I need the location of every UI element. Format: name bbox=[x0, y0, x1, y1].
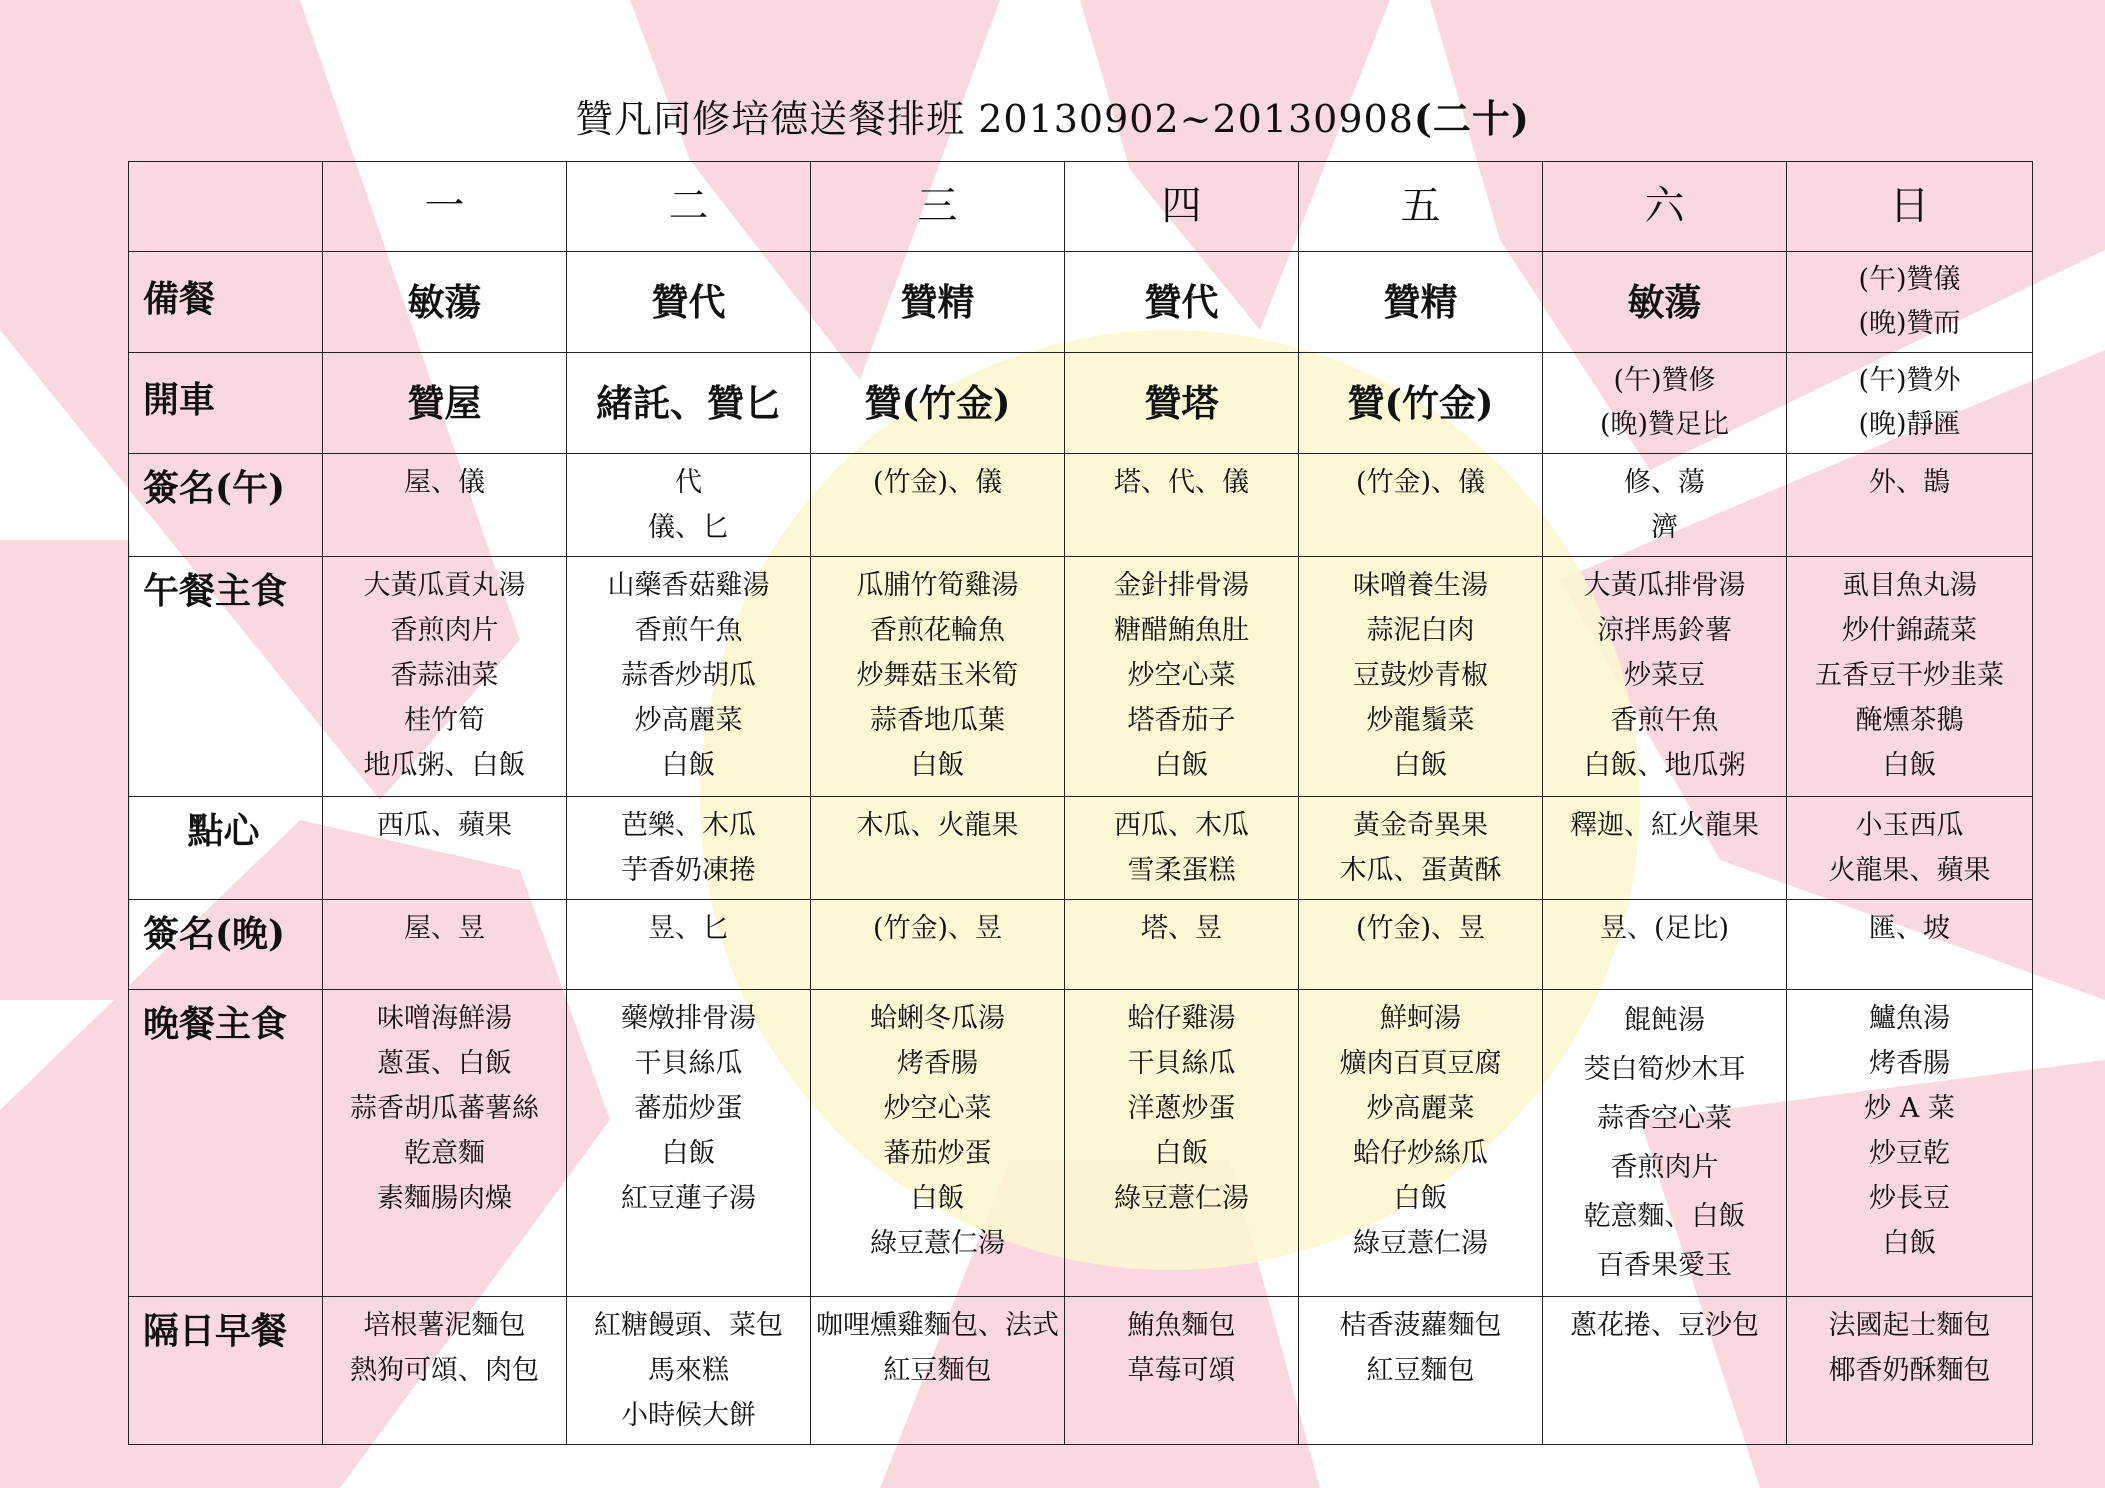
schedule-cell bbox=[323, 557, 567, 797]
title-text: 贊凡同修培德送餐排班 20130902~20130908 bbox=[575, 97, 1414, 141]
cell-line: 紅豆麵包 bbox=[1366, 1355, 1475, 1386]
schedule-cell bbox=[1065, 252, 1299, 353]
cell-line: 屋、昱 bbox=[404, 913, 485, 944]
row-label: 備餐 bbox=[129, 252, 323, 353]
schedule-cell bbox=[1299, 900, 1543, 990]
schedule-cell bbox=[323, 797, 567, 900]
schedule-row bbox=[129, 454, 2033, 557]
cell-line: 蛤仔雞湯 bbox=[1127, 1003, 1236, 1034]
cell-line: (竹金)、儀 bbox=[1355, 467, 1486, 498]
cell-line: (午)贊外 bbox=[1858, 365, 1961, 396]
day-header: 六 bbox=[1543, 162, 1787, 252]
cell-line: 香煎午魚 bbox=[1610, 705, 1719, 736]
schedule-cell bbox=[1299, 990, 1543, 1297]
cell-line: 贊代 bbox=[651, 279, 726, 324]
cell-line: 百香果愛玉 bbox=[1597, 1250, 1732, 1281]
cell-line: 火龍果、蘋果 bbox=[1828, 855, 1991, 886]
row-label: 午餐主食 bbox=[129, 557, 323, 797]
cell-line: 金針排骨湯 bbox=[1114, 570, 1249, 601]
cell-line: 瓜脯竹筍雞湯 bbox=[856, 570, 1019, 601]
cell-line: 鮮蚵湯 bbox=[1380, 1003, 1461, 1034]
schedule-cell bbox=[1065, 454, 1299, 557]
schedule-cell bbox=[1543, 1297, 1787, 1445]
cell-line: 敏蕩 bbox=[407, 279, 482, 324]
cell-line: 蔥花捲、豆沙包 bbox=[1570, 1310, 1759, 1341]
row-label: 開車 bbox=[129, 353, 323, 454]
cell-line: 西瓜、蘋果 bbox=[377, 810, 512, 841]
schedule-cell bbox=[1065, 557, 1299, 797]
page-title bbox=[0, 88, 2105, 143]
schedule-cell bbox=[811, 454, 1065, 557]
cell-line: 干貝絲瓜 bbox=[1127, 1048, 1236, 1079]
schedule-cell bbox=[323, 252, 567, 353]
cell-line: 涼拌馬鈴薯 bbox=[1597, 615, 1732, 646]
schedule-cell bbox=[567, 990, 811, 1297]
schedule-cell bbox=[1543, 353, 1787, 454]
cell-line: 香煎肉片 bbox=[1610, 1152, 1719, 1183]
cell-line: 昱、(足比) bbox=[1599, 913, 1730, 944]
cell-line: 味噌養生湯 bbox=[1353, 570, 1488, 601]
row-label: 簽名(午) bbox=[129, 454, 323, 557]
cell-line: (晚)贊而 bbox=[1858, 308, 1961, 339]
cell-line: 烤香腸 bbox=[897, 1048, 978, 1079]
cell-line: 桔香菠蘿麵包 bbox=[1339, 1310, 1502, 1341]
cell-line: 大黃瓜排骨湯 bbox=[1583, 570, 1746, 601]
cell-line: 濟 bbox=[1651, 512, 1678, 543]
cell-line: (午)贊修 bbox=[1613, 365, 1716, 396]
cell-line: 蛤仔炒絲瓜 bbox=[1353, 1138, 1488, 1169]
day-header: 一 bbox=[323, 162, 567, 252]
cell-line: 贊代 bbox=[1144, 279, 1219, 324]
cell-line: 外、鵲 bbox=[1869, 467, 1950, 498]
cell-line: 香蒜油菜 bbox=[390, 660, 499, 691]
cell-line: 炒龍鬚菜 bbox=[1366, 705, 1475, 736]
cell-line: 草莓可頌 bbox=[1127, 1355, 1236, 1386]
cell-line: 炒長豆 bbox=[1869, 1183, 1950, 1214]
schedule-cell bbox=[567, 557, 811, 797]
cell-line: 地瓜粥、白飯 bbox=[363, 750, 526, 781]
cell-line: 鱸魚湯 bbox=[1869, 1003, 1950, 1034]
schedule-cell bbox=[567, 900, 811, 990]
schedule-cell bbox=[1787, 353, 2033, 454]
cell-line: 白飯 bbox=[1393, 1183, 1448, 1214]
cell-line: 小時候大餅 bbox=[621, 1400, 756, 1431]
cell-line: 熱狗可頌、肉包 bbox=[350, 1355, 539, 1386]
schedule-cell bbox=[323, 1297, 567, 1445]
cell-line: 紅豆蓮子湯 bbox=[621, 1183, 756, 1214]
cell-line: 茭白筍炒木耳 bbox=[1583, 1054, 1746, 1085]
cell-line: 芭樂、木瓜 bbox=[621, 810, 756, 841]
cell-line: 紅糖饅頭、菜包 bbox=[594, 1310, 783, 1341]
schedule-table bbox=[128, 161, 2033, 1445]
schedule-cell bbox=[323, 353, 567, 454]
cell-line: 香煎花輪魚 bbox=[870, 615, 1005, 646]
cell-line: 炒豆乾 bbox=[1869, 1138, 1950, 1169]
schedule-cell bbox=[1543, 454, 1787, 557]
cell-line: 烤香腸 bbox=[1869, 1048, 1950, 1079]
schedule-cell bbox=[567, 252, 811, 353]
schedule-cell bbox=[1299, 252, 1543, 353]
cell-line: 五香豆干炒韭菜 bbox=[1815, 660, 2004, 691]
cell-line: 釋迦、紅火龍果 bbox=[1570, 810, 1759, 841]
schedule-cell bbox=[567, 1297, 811, 1445]
schedule-row bbox=[129, 797, 2033, 900]
cell-line: 蒜香地瓜葉 bbox=[870, 705, 1005, 736]
schedule-cell bbox=[1065, 353, 1299, 454]
cell-line: 乾意麵、白飯 bbox=[1583, 1201, 1746, 1232]
cell-line: 白飯 bbox=[1154, 1138, 1209, 1169]
cell-line: 炒高麗菜 bbox=[1366, 1093, 1475, 1124]
header-row bbox=[129, 162, 2033, 252]
row-label: 點心 bbox=[129, 797, 323, 900]
schedule-cell bbox=[1065, 797, 1299, 900]
cell-line: 贊精 bbox=[1383, 279, 1458, 324]
cell-line: 代 bbox=[675, 467, 702, 498]
day-header: 二 bbox=[567, 162, 811, 252]
row-label: 簽名(晚) bbox=[129, 900, 323, 990]
cell-line: 白飯 bbox=[910, 750, 965, 781]
cell-line: 蕃茄炒蛋 bbox=[883, 1138, 992, 1169]
cell-line: 雪柔蛋糕 bbox=[1127, 855, 1236, 886]
cell-line: 素麵腸肉燥 bbox=[377, 1183, 512, 1214]
schedule-cell bbox=[811, 353, 1065, 454]
schedule-cell bbox=[1787, 990, 2033, 1297]
schedule-cell bbox=[323, 990, 567, 1297]
schedule-row bbox=[129, 1297, 2033, 1445]
schedule-cell bbox=[1299, 353, 1543, 454]
cell-line: 餛飩湯 bbox=[1624, 1005, 1705, 1036]
cell-line: 蔥蛋、白飯 bbox=[377, 1048, 512, 1079]
cell-line: 木瓜、火龍果 bbox=[856, 810, 1019, 841]
schedule-row bbox=[129, 353, 2033, 454]
schedule-cell bbox=[1299, 454, 1543, 557]
cell-line: 白飯 bbox=[1154, 750, 1209, 781]
day-header: 三 bbox=[811, 162, 1065, 252]
cell-line: 蒜泥白肉 bbox=[1366, 615, 1475, 646]
cell-line: 山藥香菇雞湯 bbox=[607, 570, 770, 601]
cell-line: 乾意麵 bbox=[404, 1138, 485, 1169]
cell-line: 西瓜、木瓜 bbox=[1114, 810, 1249, 841]
cell-line: 椰香奶酥麵包 bbox=[1828, 1355, 1991, 1386]
schedule-cell bbox=[1543, 990, 1787, 1297]
schedule-cell bbox=[1787, 557, 2033, 797]
cell-line: 黃金奇異果 bbox=[1353, 810, 1488, 841]
cell-line: 緒託、贊匕 bbox=[596, 380, 781, 425]
cell-line: 鮪魚麵包 bbox=[1127, 1310, 1236, 1341]
row-label: 隔日早餐 bbox=[129, 1297, 323, 1445]
schedule-cell bbox=[811, 990, 1065, 1297]
title-suffix: (二十) bbox=[1413, 96, 1530, 141]
cell-line: 昱、匕 bbox=[648, 913, 729, 944]
schedule-cell bbox=[1065, 900, 1299, 990]
row-label: 晚餐主食 bbox=[129, 990, 323, 1297]
cell-line: 匯、坡 bbox=[1869, 913, 1950, 944]
cell-line: 炒空心菜 bbox=[883, 1093, 992, 1124]
cell-line: 干貝絲瓜 bbox=[634, 1048, 743, 1079]
cell-line: 培根薯泥麵包 bbox=[363, 1310, 526, 1341]
corner-cell bbox=[129, 162, 323, 252]
cell-line: (晚)贊足比 bbox=[1599, 409, 1730, 440]
schedule-cell bbox=[1543, 900, 1787, 990]
schedule-cell bbox=[567, 454, 811, 557]
schedule-cell bbox=[1543, 557, 1787, 797]
cell-line: 修、蕩 bbox=[1624, 467, 1705, 498]
schedule-cell bbox=[1543, 252, 1787, 353]
schedule-cell bbox=[323, 454, 567, 557]
cell-line: 虱目魚丸湯 bbox=[1842, 570, 1977, 601]
cell-line: 馬來糕 bbox=[648, 1355, 729, 1386]
schedule-cell bbox=[811, 1297, 1065, 1445]
cell-line: 綠豆薏仁湯 bbox=[1353, 1228, 1488, 1259]
cell-line: 敏蕩 bbox=[1627, 279, 1702, 324]
schedule-row bbox=[129, 252, 2033, 353]
cell-line: (竹金)、昱 bbox=[872, 913, 1003, 944]
schedule-cell bbox=[1299, 1297, 1543, 1445]
cell-line: 白飯 bbox=[1882, 750, 1937, 781]
cell-line: 白飯 bbox=[910, 1183, 965, 1214]
cell-line: 炒空心菜 bbox=[1127, 660, 1236, 691]
cell-line: 法國起士麵包 bbox=[1828, 1310, 1991, 1341]
schedule-cell bbox=[811, 557, 1065, 797]
cell-line: 儀、匕 bbox=[648, 512, 729, 543]
schedule-cell bbox=[1543, 797, 1787, 900]
cell-line: (午)贊儀 bbox=[1858, 264, 1961, 295]
cell-line: 小玉西瓜 bbox=[1855, 810, 1964, 841]
schedule-cell bbox=[1787, 797, 2033, 900]
cell-line: 爌肉百頁豆腐 bbox=[1339, 1048, 1502, 1079]
schedule-cell bbox=[1065, 1297, 1299, 1445]
cell-line: 白飯 bbox=[1882, 1228, 1937, 1259]
schedule-cell bbox=[1299, 557, 1543, 797]
cell-line: 桂竹筍 bbox=[404, 705, 485, 736]
cell-line: 糖醋鮪魚肚 bbox=[1114, 615, 1249, 646]
cell-line: 洋蔥炒蛋 bbox=[1127, 1093, 1236, 1124]
cell-line: 大黃瓜貢丸湯 bbox=[363, 570, 526, 601]
schedule-cell bbox=[811, 900, 1065, 990]
cell-line: 炒 A 菜 bbox=[1864, 1093, 1955, 1124]
cell-line: 白飯、地瓜粥 bbox=[1583, 750, 1746, 781]
schedule-cell bbox=[1787, 1297, 2033, 1445]
day-header: 五 bbox=[1299, 162, 1543, 252]
cell-line: 蕃茄炒蛋 bbox=[634, 1093, 743, 1124]
day-header: 四 bbox=[1065, 162, 1299, 252]
schedule-cell bbox=[1299, 797, 1543, 900]
cell-line: 贊屋 bbox=[407, 380, 482, 425]
cell-line: 炒菜豆 bbox=[1624, 660, 1705, 691]
cell-line: 贊塔 bbox=[1144, 380, 1219, 425]
schedule-row bbox=[129, 557, 2033, 797]
cell-line: 綠豆薏仁湯 bbox=[870, 1228, 1005, 1259]
cell-line: 炒高麗菜 bbox=[634, 705, 743, 736]
schedule-row bbox=[129, 990, 2033, 1297]
cell-line: 白飯 bbox=[1393, 750, 1448, 781]
cell-line: 塔香茄子 bbox=[1127, 705, 1236, 736]
schedule-cell bbox=[1787, 252, 2033, 353]
cell-line: 香煎肉片 bbox=[390, 615, 499, 646]
schedule-cell bbox=[323, 900, 567, 990]
cell-line: 炒舞菇玉米筍 bbox=[856, 660, 1019, 691]
cell-line: 香煎午魚 bbox=[634, 615, 743, 646]
schedule-row bbox=[129, 900, 2033, 990]
cell-line: 蛤蜊冬瓜湯 bbox=[870, 1003, 1005, 1034]
cell-line: 贊(竹金) bbox=[864, 380, 1011, 425]
cell-line: 炒什錦蔬菜 bbox=[1842, 615, 1977, 646]
schedule-cell bbox=[1065, 990, 1299, 1297]
schedule-cell bbox=[567, 797, 811, 900]
cell-line: 蒜香炒胡瓜 bbox=[621, 660, 756, 691]
cell-line: 芋香奶凍捲 bbox=[621, 855, 756, 886]
schedule-cell bbox=[811, 252, 1065, 353]
cell-line: 蒜香空心菜 bbox=[1597, 1103, 1732, 1134]
cell-line: 藥燉排骨湯 bbox=[621, 1003, 756, 1034]
schedule-cell bbox=[811, 797, 1065, 900]
cell-line: 味噌海鮮湯 bbox=[377, 1003, 512, 1034]
cell-line: (晚)靜匯 bbox=[1858, 409, 1961, 440]
schedule-cell bbox=[1787, 454, 2033, 557]
cell-line: (竹金)、昱 bbox=[1355, 913, 1486, 944]
cell-line: 木瓜、蛋黃酥 bbox=[1339, 855, 1502, 886]
cell-line: 綠豆薏仁湯 bbox=[1114, 1183, 1249, 1214]
cell-line: 塔、代、儀 bbox=[1114, 467, 1249, 498]
cell-line: 白飯 bbox=[661, 1138, 716, 1169]
cell-line: 塔、昱 bbox=[1141, 913, 1222, 944]
cell-line: (竹金)、儀 bbox=[872, 467, 1003, 498]
schedule-cell bbox=[1787, 900, 2033, 990]
cell-line: 贊精 bbox=[900, 279, 975, 324]
cell-line: 醃燻茶鵝 bbox=[1855, 705, 1964, 736]
cell-line: 白飯 bbox=[661, 750, 716, 781]
cell-line: 贊(竹金) bbox=[1347, 380, 1494, 425]
cell-line: 咖哩燻雞麵包、法式紅豆麵包 bbox=[816, 1310, 1059, 1386]
day-header: 日 bbox=[1787, 162, 2033, 252]
schedule-cell bbox=[567, 353, 811, 454]
cell-line: 蒜香胡瓜蕃薯絲 bbox=[350, 1093, 539, 1124]
cell-line: 屋、儀 bbox=[404, 467, 485, 498]
cell-line: 豆鼓炒青椒 bbox=[1353, 660, 1488, 691]
